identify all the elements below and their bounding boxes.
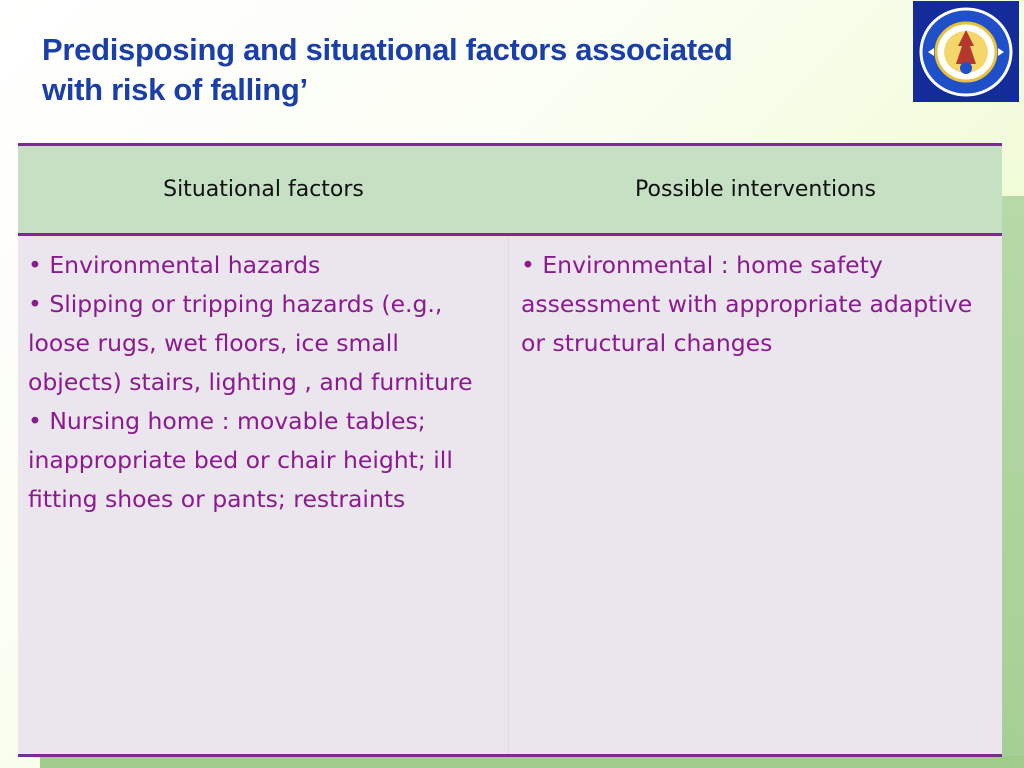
table-body-row xyxy=(18,236,1002,754)
header-situational-factors: Situational factors xyxy=(163,177,364,202)
list-item: • Slipping or tripping hazards (e.g., loose rugs, wet floors, ice small objects) stairs, lighting , and furniture xyxy=(28,290,473,396)
slide-title xyxy=(42,30,902,110)
university-seal-icon xyxy=(913,1,1019,102)
list-item: • Nursing home : movable tables; inappropriate bed or chair height; ill fitting shoes or pants; restraints xyxy=(28,407,453,513)
title-line-2: with risk of falling’ xyxy=(42,72,308,107)
table-header-row xyxy=(18,146,1002,236)
factors-table xyxy=(18,143,1002,757)
list-item: • Environmental hazards xyxy=(28,251,321,279)
situational-factors-cell xyxy=(18,236,509,754)
seal-graphic xyxy=(918,6,1014,98)
possible-interventions-cell xyxy=(509,236,1002,754)
decorative-side-band xyxy=(1002,196,1024,756)
list-item: • Environmental : home safety assessment with appropriate adaptive or structural changes xyxy=(521,251,973,357)
header-possible-interventions: Possible interventions xyxy=(635,177,876,202)
title-line-1: Predisposing and situational factors associated xyxy=(42,32,733,67)
decorative-bottom-band xyxy=(40,756,1024,768)
